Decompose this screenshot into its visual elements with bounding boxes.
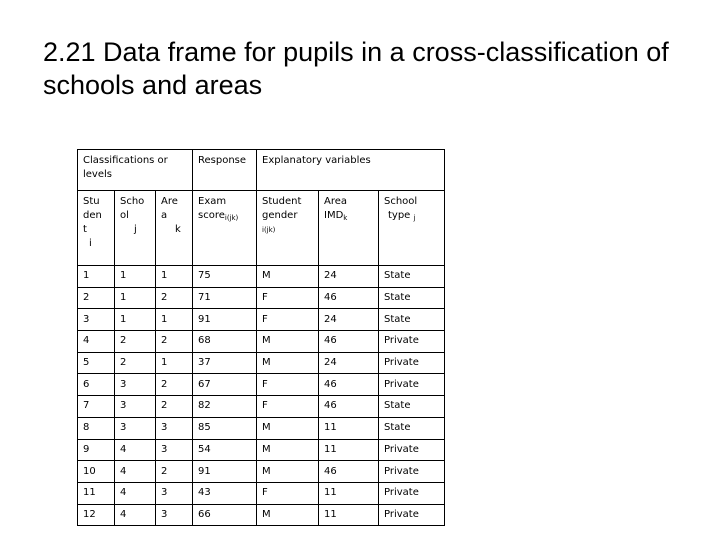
exam-score-cell: 37 — [193, 352, 257, 374]
school-cell: 4 — [115, 482, 156, 504]
table-row — [78, 417, 445, 439]
imd-cell: 11 — [319, 482, 379, 504]
gender-cell: M — [257, 266, 319, 288]
table-row — [78, 374, 445, 396]
school-cell: 1 — [115, 266, 156, 288]
student-cell: 4 — [78, 331, 115, 353]
area-column-header: Are a k — [156, 191, 193, 266]
gender-cell: M — [257, 439, 319, 461]
student-cell: 10 — [78, 461, 115, 483]
school-type-cell: Private — [379, 461, 445, 483]
student-cell: 9 — [78, 439, 115, 461]
school-cell: 3 — [115, 396, 156, 418]
imd-cell: 11 — [319, 439, 379, 461]
table-row — [78, 309, 445, 331]
school-type-cell: Private — [379, 482, 445, 504]
area-cell: 2 — [156, 287, 193, 309]
table-row — [78, 331, 445, 353]
gender-cell: F — [257, 374, 319, 396]
exam-score-cell: 67 — [193, 374, 257, 396]
school-type-cell: State — [379, 309, 445, 331]
student-cell: 7 — [78, 396, 115, 418]
area-cell: 3 — [156, 417, 193, 439]
imd-column-header: Area $IMD_k$ — [319, 191, 379, 266]
column-header-row — [78, 191, 445, 266]
table-row — [78, 266, 445, 288]
student-cell: 11 — [78, 482, 115, 504]
school-cell: 4 — [115, 504, 156, 526]
area-cell: 2 — [156, 396, 193, 418]
exam-score-cell: 91 — [193, 309, 257, 331]
area-cell: 1 — [156, 309, 193, 331]
gender-cell: M — [257, 504, 319, 526]
response-header: Response — [193, 150, 257, 191]
area-cell: 1 — [156, 266, 193, 288]
gender-cell: M — [257, 331, 319, 353]
table-row — [78, 439, 445, 461]
student-cell: 12 — [78, 504, 115, 526]
imd-cell: 46 — [319, 396, 379, 418]
area-cell: 2 — [156, 374, 193, 396]
area-cell: 2 — [156, 331, 193, 353]
area-cell: 1 — [156, 352, 193, 374]
school-column-header: Scho ol j — [115, 191, 156, 266]
explanatory-header: Explanatory variables — [257, 150, 445, 191]
school-type-cell: State — [379, 396, 445, 418]
student-cell: 6 — [78, 374, 115, 396]
classifications-header: Classifications or levels — [78, 150, 193, 191]
area-cell: 2 — [156, 461, 193, 483]
imd-cell: 11 — [319, 504, 379, 526]
school-cell: 2 — [115, 352, 156, 374]
gender-cell: M — [257, 461, 319, 483]
school-cell: 1 — [115, 309, 156, 331]
school-cell: 3 — [115, 374, 156, 396]
exam-score-cell: 43 — [193, 482, 257, 504]
school-type-cell: State — [379, 287, 445, 309]
exam-score-column-header: Exam score$_{i(jk)}$ — [193, 191, 257, 266]
area-cell: 3 — [156, 439, 193, 461]
table-row — [78, 287, 445, 309]
school-type-cell: State — [379, 266, 445, 288]
table-row — [78, 396, 445, 418]
gender-cell: M — [257, 417, 319, 439]
student-cell: 8 — [78, 417, 115, 439]
school-cell: 3 — [115, 417, 156, 439]
area-cell: 3 — [156, 482, 193, 504]
school-cell: 4 — [115, 461, 156, 483]
exam-score-cell: 54 — [193, 439, 257, 461]
gender-cell: F — [257, 396, 319, 418]
imd-cell: 24 — [319, 352, 379, 374]
imd-cell: 11 — [319, 417, 379, 439]
exam-score-cell: 71 — [193, 287, 257, 309]
area-cell: 3 — [156, 504, 193, 526]
student-cell: 3 — [78, 309, 115, 331]
school-cell: 4 — [115, 439, 156, 461]
student-cell: 2 — [78, 287, 115, 309]
exam-score-cell: 75 — [193, 266, 257, 288]
imd-cell: 46 — [319, 374, 379, 396]
school-type-column-header: School type $_j$ — [379, 191, 445, 266]
exam-score-cell: 82 — [193, 396, 257, 418]
gender-cell: F — [257, 309, 319, 331]
school-type-cell: State — [379, 417, 445, 439]
imd-cell: 24 — [319, 309, 379, 331]
school-type-cell: Private — [379, 331, 445, 353]
exam-score-cell: 68 — [193, 331, 257, 353]
student-column-header: Stu den t i — [78, 191, 115, 266]
gender-cell: F — [257, 287, 319, 309]
school-type-cell: Private — [379, 439, 445, 461]
exam-score-cell: 66 — [193, 504, 257, 526]
table-row — [78, 461, 445, 483]
school-cell: 1 — [115, 287, 156, 309]
student-cell: 1 — [78, 266, 115, 288]
data-frame-table — [77, 149, 445, 526]
slide-title: 2.21 Data frame for pupils in a cross-classification of schools and areas — [43, 37, 669, 100]
school-type-cell: Private — [379, 374, 445, 396]
imd-cell: 46 — [319, 287, 379, 309]
imd-cell: 46 — [319, 461, 379, 483]
student-cell: 5 — [78, 352, 115, 374]
imd-cell: 24 — [319, 266, 379, 288]
exam-score-cell: 85 — [193, 417, 257, 439]
school-cell: 2 — [115, 331, 156, 353]
table-row — [78, 504, 445, 526]
gender-cell: M — [257, 352, 319, 374]
school-type-cell: Private — [379, 504, 445, 526]
gender-column-header: Student gender i(jk) — [257, 191, 319, 266]
group-header-row — [78, 150, 445, 191]
imd-cell: 46 — [319, 331, 379, 353]
table-row — [78, 352, 445, 374]
table-row — [78, 482, 445, 504]
exam-score-cell: 91 — [193, 461, 257, 483]
school-type-cell: Private — [379, 352, 445, 374]
gender-cell: F — [257, 482, 319, 504]
